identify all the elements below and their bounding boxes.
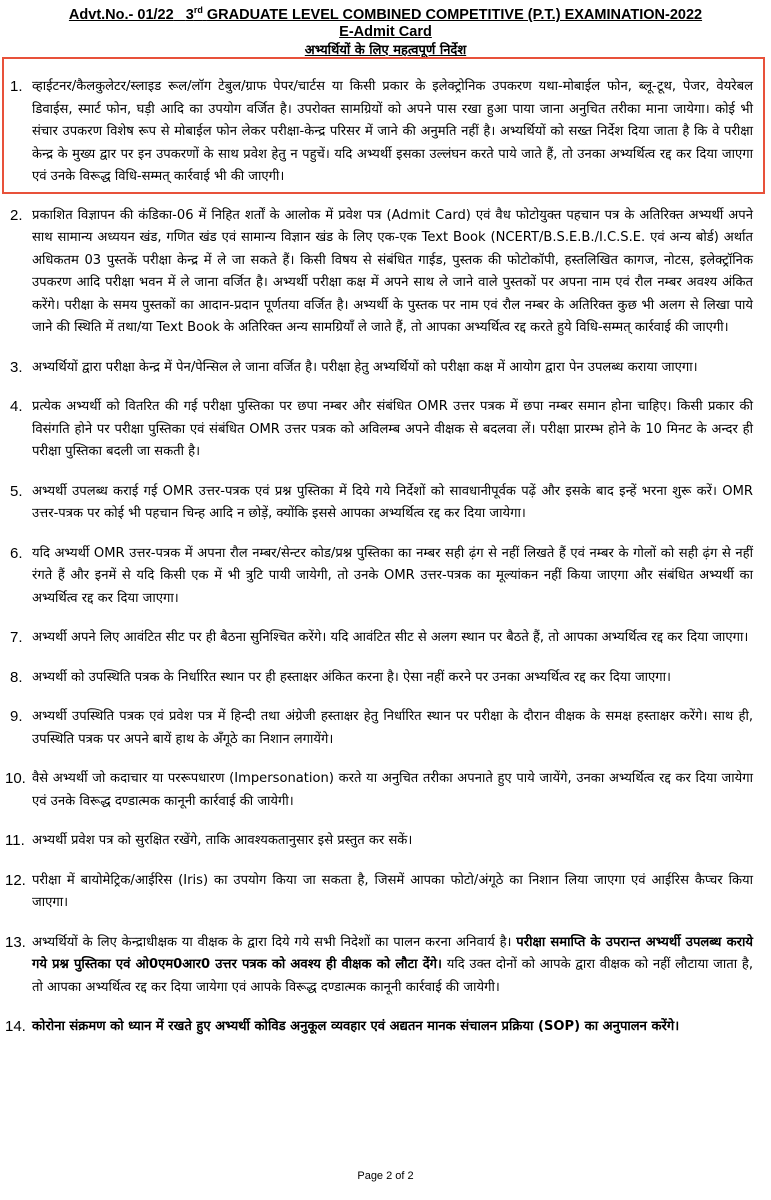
exam-name: GRADUATE LEVEL COMBINED COMPETITIVE (P.T.) EXAMINATION-2022 (206, 6, 703, 23)
instruction-text: अभ्यर्थियों द्वारा परीक्षा केन्द्र में पेन/पेन्सिल ले जाना वर्जित है। परीक्षा हेतु अभ्यर्थियों को परीक्षा कक्ष में आयोग द्वारा पेन उपलब्ध कराया जाएगा। (32, 359, 698, 375)
instruction-text: अभ्यर्थी अपने लिए आवंटित सीट पर ही बैठना सुनिश्चित करेंगे। यदि आवंटित सीट से अलग स्थान पर बैठते हैं, तो आपका अभ्यर्थित्व रद्द कर दिया जाएगा। (32, 630, 749, 645)
instruction-text-bold: परीक्षा समाप्ति के उपरान्त अभ्यर्थी उपलब्ध कराये गये प्रश्न पुस्तिका एवं ओ0एम0आर0 उत्तर पत्रक को अवश्य ही वीक्षक को लौटा देंगे। (32, 934, 753, 972)
instruction-text: अभ्यर्थी प्रवेश पत्र को सुरक्षित रखेंगे, ताकि आवश्यकतानुसार इसे प्रस्तुत कर सकें। (32, 833, 413, 848)
instruction-text: यदि उक्त दोनों को आपके द्वारा वीक्षक को नहीं लौटाया जाता है, तो आपका अभ्यर्थित्व रद्द कर दिया जायेगा एवं आपके विरूद्ध दण्डात्मक कानूनी कार्रवाई की जायेगी। (32, 957, 753, 995)
instruction-text: प्रकाशित विज्ञापन की कंडिका-06 में निहित शर्तों के आलोक में प्रवेश पत्र (Admit Card) एवं वैध फोटोयुक्त पहचान पत्र के अतिरिक्त अभ्यर्थी अपने साथ सामान्य अध्ययन खंड, गणित खंड एवं सामान्य विज्ञान खंड के लिए एक-एक Text Book (NCERT/B.S.E.B./I.C.S.E. एवं अन्य बोर्ड) अर्थात अधिकतम 03 पुस्तकें परीक्षा केन्द्र में ले जा सकते हैं। किसी विषय से संबंधित गाईड, पुस्तक की फोटोकॉपी, हस्तलिखित कागज, नोटस, इलेक्ट्रॉनिक उपकरण आदि परीक्षा भवन में ले जाना वर्जित है। अभ्यर्थी परीक्षा कक्ष में अपने साथ ले जाने वाले पुस्तकों पर अपना नाम एवं रौल नम्बर अवश्य अंकित करेंगे। परीक्षा के समय पुस्तकों का आदान-प्रदान पूर्णतया वर्जित है। अभ्यर्थी के पुस्तक पर नाम एवं रौल नम्बर के अतिरिक्त कुछ भी अलग से लिखा पाये जाने की स्थिति में तथा/या Text Book के अतिरिक्त अन्य सामग्रियाँ ले जाते हैं, तो आपका अभ्यर्थित्व रद्द करते हुये विधि-सम्मत् कार्रवाई की जाएगी। (32, 207, 753, 335)
edition-suffix: rd (193, 5, 203, 15)
instruction-text: परीक्षा में बायोमेट्रिक/आईरिस (Iris) का उपयोग किया जा सकता है, जिसमें आपका फोटो/अंगूठे का निशान लिया जाएगा एवं आईरिस कैप्चर किया जाएगा। (32, 872, 753, 910)
instruction-item-6: 6. यदि अभ्यर्थी OMR उत्तर-पत्रक में अपना रौल नम्बर/सेन्टर कोड/प्रश्न पुस्तिका का नम्बर सही ढ़ंग से नहीं लिखते हैं एवं नम्बर के गोलों को सही ढ़ंग से नहीं रंगते हैं और इनमें से यदि किसी एक में भी त्रुटि पायी जायेगी, तो उनके OMR उत्तर-पत्रक का मूल्यांकन नहीं किया जाएगा और संबंधित अभ्यर्थी का अभ्यर्थित्व रद्द कर दिया जाएगा। (10, 544, 753, 606)
instruction-text: अभ्यर्थी उपलब्ध कराई गई OMR उत्तर-पत्रक एवं प्रश्न पुस्तिका में दिये गये निर्देशों को सावधानीपूर्वक पढ़ें और इसके बाद इन्हें भरना शुरू करें। OMR उत्तर-पत्रक पर कोई भी पहचान चिन्ह आदि न छोड़ें, क्योंकि इससे आपका अभ्यर्थित्व रद्द कर दिया जायेगा। (32, 483, 753, 521)
instruction-item-9: 9. अभ्यर्थी उपस्थिति पत्रक एवं प्रवेश पत्र में हिन्दी तथा अंग्रेजी हस्ताक्षर हेतु निर्धारित स्थान पर परीक्षा के दौरान वीक्षक के समक्ष हस्ताक्षर करेंगे। साथ ही, उपस्थिति पत्रक पर अपने बायें हाथ के अँगूठे का निशान लगायेंगे। (10, 708, 753, 747)
instruction-text-bold: कोरोना संक्रमण को ध्यान में रखते हुए अभ्यर्थी कोविड अनुकूल व्यवहार एवं अद्यतन मानक संचालन प्रक्रिया (SOP) का अनुपालन करेंगे। (32, 1019, 680, 1034)
exam-title-line (0, 2, 771, 24)
instruction-item-3: 3. अभ्यर्थियों द्वारा परीक्षा केन्द्र में पेन/पेन्सिल ले जाना वर्जित है। परीक्षा हेतु अभ्यर्थियों को परीक्षा कक्ष में आयोग द्वारा पेन उपलब्ध कराया जाएगा। (10, 358, 698, 376)
instruction-text: अभ्यर्थियों के लिए केन्द्राधीक्षक या वीक्षक के द्वारा दिये गये सभी निदेशों का पालन करना अनिवार्य है। (32, 934, 512, 950)
instruction-item-11: 11. अभ्यर्थी प्रवेश पत्र को सुरक्षित रखेंगे, ताकि आवश्यकतानुसार इसे प्रस्तुत कर सकें। (5, 832, 413, 849)
instruction-text: अभ्यर्थी उपस्थिति पत्रक एवं प्रवेश पत्र में हिन्दी तथा अंग्रेजी हस्ताक्षर हेतु निर्धारित स्थान पर परीक्षा के दौरान वीक्षक के समक्ष हस्ताक्षर करेंगे। साथ ही, उपस्थिति पत्रक पर अपने बायें हाथ के अँगूठे का निशान लगायेंगे। (32, 709, 753, 747)
instruction-text: प्रत्येक अभ्यर्थी को वितरित की गई परीक्षा पुस्तिका पर छपा नम्बर और संबंधित OMR उत्तर पत्रक में छपा नम्बर समान होना चाहिए। किसी प्रकार की विसंगति होने पर परीक्षा पुस्तिका एवं संबंधित OMR उत्तर पत्रक को अविलम्ब अपने वीक्षक से बदलवा लें। परीक्षा प्रारम्भ होने के 10 मिनट के अन्दर ही परीक्षा पुस्तिका बदली जा सकती है। (32, 399, 753, 459)
advt-number: Advt.No.- 01/22 (68, 6, 174, 23)
instruction-list (0, 62, 771, 1039)
page-subtitle: अभ्यर्थियों के लिए महत्वपूर्ण निर्देश (304, 42, 467, 58)
edition-number: 3 (185, 6, 194, 23)
instruction-text: वैसे अभ्यर्थी जो कदाचार या पररूपधारण (Impersonation) करते या अनुचित तरीका अपनाते हुए पाये जायेंगे, उनका अभ्यर्थित्व रद्द कर दिया जायेगा एवं उनके विरूद्ध दण्डात्मक कानूनी कार्रवाई की जायेगी। (32, 771, 753, 809)
instruction-item-5: 5. अभ्यर्थी उपलब्ध कराई गई OMR उत्तर-पत्रक एवं प्रश्न पुस्तिका में दिये गये निर्देशों को सावधानीपूर्वक पढ़ें और इसके बाद इन्हें भरना शुरू करें। OMR उत्तर-पत्रक पर कोई भी पहचान चिन्ह आदि न छोड़ें, क्योंकि इससे आपका अभ्यर्थित्व रद्द कर दिया जायेगा। (10, 482, 753, 521)
doc-type: E-Admit Card (339, 23, 432, 40)
instruction-item-12: 12. परीक्षा में बायोमेट्रिक/आईरिस (Iris) का उपयोग किया जा सकता है, जिसमें आपका फोटो/अंगूठे का निशान लिया जाएगा एवं आईरिस कैप्चर किया जाएगा। (5, 871, 753, 910)
document-header (0, 0, 771, 60)
instruction-item-1: 1. व्हाईटनर/कैलकुलेटर/स्लाइड रूल/लॉग टेबुल/ग्राफ पेपर/चार्टस या किसी प्रकार के इलेक्ट्रोनिक उपकरण यथा-मोबाईल फोन, ब्लू-टूथ, पेजर, वेयरेबल डिवाईस, स्मार्ट फोन, घड़ी आदि का उपयोग वर्जित है। उपरोक्त सामग्रियों को अपने पास रखा हुआ पाया जाना अनुचित तरीका माना जायेगा। कोई भी संचार उपकरण विशेष रूप से मोबाईल फोन लेकर परीक्षा-केन्द्र परिसर में जाने की अनुमति नहीं है। अभ्यर्थियों को सख्त निर्देश दिया जाता है कि वे परीक्षा केन्द्र के मुख्य द्वार पर इन उपकरणों के साथ प्रवेश हेतु न पहुचें। यदि अभ्यर्थी इसका उल्लंघन करते पाये जाते हैं, तो उनका अभ्यर्थित्व रद्द कर दिया जाएगा एवं उनके विरूद्ध विधि-सम्मत् कार्रवाई भी की जाएगी। (10, 78, 753, 184)
instruction-item-2: 2. प्रकाशित विज्ञापन की कंडिका-06 में निहित शर्तों के आलोक में प्रवेश पत्र (Admit Card) एवं वैध फोटोयुक्त पहचान पत्र के अतिरिक्त अभ्यर्थी अपने साथ सामान्य अध्ययन खंड, गणित खंड एवं सामान्य विज्ञान खंड के लिए एक-एक Text Book (NCERT/B.S.E.B./I.C.S.E. एवं अन्य बोर्ड) अर्थात अधिकतम 03 पुस्तकें परीक्षा केन्द्र में ले जा सकते हैं। किसी विषय से संबंधित गाईड, पुस्तक की फोटोकॉपी, हस्तलिखित कागज, नोटस, इलेक्ट्रॉनिक उपकरण आदि परीक्षा भवन में ले जाना वर्जित है। अभ्यर्थी परीक्षा कक्ष में अपने साथ ले जाने वाले पुस्तकों पर अपना नाम एवं रौल नम्बर अवश्य अंकित करेंगे। परीक्षा के समय पुस्तकों का आदान-प्रदान पूर्णतया वर्जित है। अभ्यर्थी के पुस्तक पर नाम एवं रौल नम्बर के अतिरिक्त कुछ भी अलग से लिखा पाये जाने की स्थिति में तथा/या Text Book के अतिरिक्त अन्य सामग्रियाँ ले जाते हैं, तो आपका अभ्यर्थित्व रद्द करते हुये विधि-सम्मत् कार्रवाई की जाएगी। (10, 206, 753, 335)
page-number: Page 2 of 2 (357, 1170, 414, 1182)
instruction-item-8: 8. अभ्यर्थी को उपस्थिति पत्रक के निर्धारित स्थान पर ही हस्ताक्षर अंकित करना है। ऐसा नहीं करने पर उनका अभ्यर्थित्व रद्द कर दिया जाएगा। (10, 668, 672, 686)
instruction-item-13: 13. अभ्यर्थियों के लिए केन्द्राधीक्षक या वीक्षक के द्वारा दिये गये सभी निदेशों का पालन करना अनिवार्य है। परीक्षा समाप्ति के उपरान्त अभ्यर्थी उपलब्ध कराये गये प्रश्न पुस्तिका एवं ओ0एम0आर0 उत्तर पत्रक को अवश्य ही वीक्षक को लौटा देंगे। यदि उक्त दोनों को आपके द्वारा वीक्षक को नहीं लौटाया जाता है, तो आपका अभ्यर्थित्व रद्द कर दिया जायेगा एवं आपके विरूद्ध दण्डात्मक कानूनी कार्रवाई की जायेगी। (5, 933, 753, 995)
instruction-item-10: 10. वैसे अभ्यर्थी जो कदाचार या पररूपधारण (Impersonation) करते या अनुचित तरीका अपनाते हुए पाये जायेंगे, उनका अभ्यर्थित्व रद्द कर दिया जायेगा एवं उनके विरूद्ध दण्डात्मक कानूनी कार्रवाई की जायेगी। (5, 770, 753, 809)
instruction-text: अभ्यर्थी को उपस्थिति पत्रक के निर्धारित स्थान पर ही हस्ताक्षर अंकित करना है। ऐसा नहीं करने पर उनका अभ्यर्थित्व रद्द कर दिया जाएगा। (32, 669, 672, 685)
instruction-text: यदि अभ्यर्थी OMR उत्तर-पत्रक में अपना रौल नम्बर/सेन्टर कोड/प्रश्न पुस्तिका का नम्बर सही ढ़ंग से नहीं लिखते हैं एवं नम्बर के गोलों को सही ढ़ंग से नहीं रंगते हैं और इनमें से यदि किसी एक में भी त्रुटि पायी जायेगी, तो उनके OMR उत्तर-पत्रक का मूल्यांकन नहीं किया जाएगा और संबंधित अभ्यर्थी का अभ्यर्थित्व रद्द कर दिया जाएगा। (32, 545, 753, 606)
instruction-text: व्हाईटनर/कैलकुलेटर/स्लाइड रूल/लॉग टेबुल/ग्राफ पेपर/चार्टस या किसी प्रकार के इलेक्ट्रोनिक उपकरण यथा-मोबाईल फोन, ब्लू-टूथ, पेजर, वेयरेबल डिवाईस, स्मार्ट फोन, घड़ी आदि का उपयोग वर्जित है। उपरोक्त सामग्रियों को अपने पास रखा हुआ पाया जाना अनुचित तरीका माना जायेगा। कोई भी संचार उपकरण विशेष रूप से मोबाईल फोन लेकर परीक्षा-केन्द्र परिसर में जाने की अनुमति नहीं है। अभ्यर्थियों को सख्त निर्देश दिया जाता है कि वे परीक्षा केन्द्र के मुख्य द्वार पर इन उपकरणों के साथ प्रवेश हेतु न पहुचें। यदि अभ्यर्थी इसका उल्लंघन करते पाये जाते हैं, तो उनका अभ्यर्थित्व रद्द कर दिया जाएगा एवं उनके विरूद्ध विधि-सम्मत् कार्रवाई भी की जाएगी। (32, 79, 753, 184)
instruction-item-4: 4. प्रत्येक अभ्यर्थी को वितरित की गई परीक्षा पुस्तिका पर छपा नम्बर और संबंधित OMR उत्तर पत्रक में छपा नम्बर समान होना चाहिए। किसी प्रकार की विसंगति होने पर परीक्षा पुस्तिका एवं संबंधित OMR उत्तर पत्रक को अविलम्ब अपने वीक्षक से बदलवा लें। परीक्षा प्रारम्भ होने के 10 मिनट के अन्दर ही परीक्षा पुस्तिका बदली जा सकती है। (10, 398, 753, 459)
instruction-item-14: 14. कोरोना संक्रमण को ध्यान में रखते हुए अभ्यर्थी कोविड अनुकूल व्यवहार एवं अद्यतन मानक संचालन प्रक्रिया (SOP) का अनुपालन करेंगे। (5, 1018, 680, 1035)
instruction-item-7: 7. अभ्यर्थी अपने लिए आवंटित सीट पर ही बैठना सुनिश्चित करेंगे। यदि आवंटित सीट से अलग स्थान पर बैठते हैं, तो आपका अभ्यर्थित्व रद्द कर दिया जाएगा। (10, 629, 749, 646)
